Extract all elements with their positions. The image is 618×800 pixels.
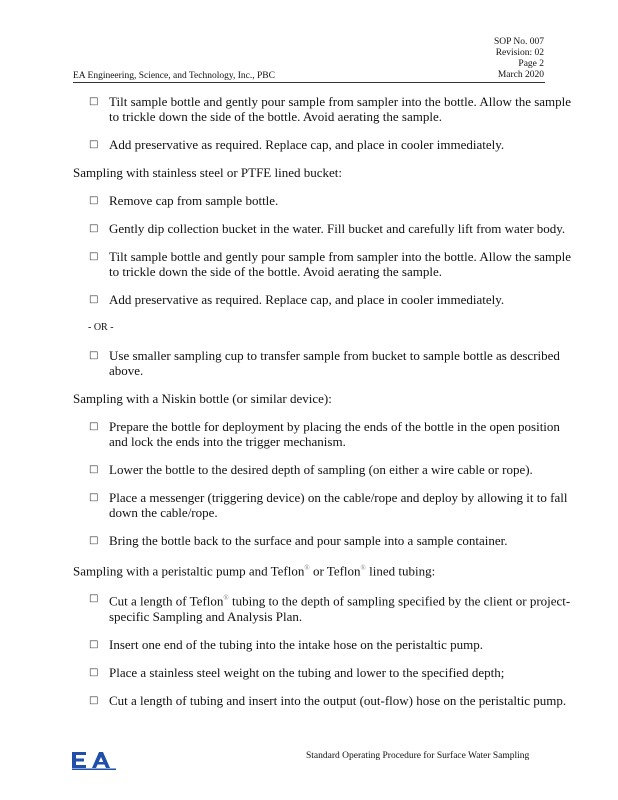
list-item: □ Tilt sample bottle and gently pour sample from sampler into the bottle. Allow the sample to trickle down the side of the bottle. Avoid aerating the sample. xyxy=(89,249,572,279)
list-item: □ Place a stainless steel weight on the tubing and lower to the specified depth; xyxy=(89,664,505,680)
bullet-icon: □ xyxy=(89,195,99,206)
section-heading: Sampling with a peristaltic pump and Teflon® or Teflon® lined tubing: xyxy=(73,563,436,579)
list-item: □ Add preservative as required. Replace cap, and place in cooler immediately. xyxy=(89,137,505,152)
list-item: □ Insert one end of the tubing into the intake hose on the peristaltic pump. xyxy=(89,636,484,652)
list-item: □ Remove cap from sample bottle. xyxy=(89,193,279,208)
bullet-icon: □ xyxy=(89,350,99,361)
list-item: □ Gently dip collection bucket in the water. Fill bucket and carefully lift from water body. xyxy=(89,221,566,236)
registered-mark: ® xyxy=(360,564,366,572)
footer-title: Standard Operating Procedure for Surface Water Sampling xyxy=(306,751,530,761)
bullet-icon: □ xyxy=(89,139,99,150)
bullet-icon: □ xyxy=(89,464,99,475)
or-separator: - OR - xyxy=(88,322,114,333)
bullet-icon: □ xyxy=(89,492,99,503)
header-meta xyxy=(494,37,544,81)
list-item: □ Cut a length of Teflon® tubing to the depth of sampling specified by the client or project- specific Sampling and Analysis Plan. xyxy=(89,593,571,624)
list-item: □ Tilt sample bottle and gently pour sample from sampler into the bottle. Allow the sample to trickle down the side of the bottle. Avoid aerating the sample. xyxy=(89,94,572,124)
date: March 2020 xyxy=(497,70,544,80)
header-divider xyxy=(73,82,545,83)
page-number: Page 2 xyxy=(518,59,544,69)
bullet-icon: □ xyxy=(89,251,99,262)
bullet-icon: □ xyxy=(89,223,99,234)
bullet-icon: □ xyxy=(89,638,99,650)
section-heading: Sampling with a Niskin bottle (or similar device): xyxy=(73,391,332,406)
section-heading: Sampling with stainless steel or PTFE lined bucket: xyxy=(73,165,343,180)
bullet-icon: □ xyxy=(89,535,99,546)
company-name: EA Engineering, Science, and Technology, Inc., PBC xyxy=(73,71,275,81)
revision: Revision: 02 xyxy=(495,48,544,58)
list-item: □ Add preservative as required. Replace cap, and place in cooler immediately. xyxy=(89,292,505,307)
registered-mark: ® xyxy=(223,594,229,603)
bullet-icon: □ xyxy=(89,593,99,605)
list-item: □ Place a messenger (triggering device) on the cable/rope and deploy by allowing it to fall down the cable/rope. xyxy=(89,490,568,520)
list-item: □ Prepare the bottle for deployment by placing the ends of the bottle in the open position and lock the ends into the trigger mechanism. xyxy=(89,419,560,449)
sop-number: SOP No. 007 xyxy=(493,37,544,47)
list-item: □ Cut a length of tubing and insert into the output (out-flow) hose on the peristaltic pump. xyxy=(89,692,567,708)
bullet-icon: □ xyxy=(89,421,99,432)
list-item: □ Bring the bottle back to the surface and pour sample into a sample container. xyxy=(89,533,508,548)
bullet-icon: □ xyxy=(89,666,99,678)
bullet-icon: □ xyxy=(89,694,99,706)
bullet-icon: □ xyxy=(89,294,99,305)
list-item: □ Lower the bottle to the desired depth of sampling (on either a wire cable or rope). xyxy=(89,462,533,477)
list-item: □ Use smaller sampling cup to transfer sample from bucket to sample bottle as described above. xyxy=(89,348,560,378)
registered-mark: ® xyxy=(304,564,310,572)
ea-logo-icon xyxy=(72,750,116,770)
document-body xyxy=(73,94,593,708)
bullet-icon: □ xyxy=(89,96,99,107)
